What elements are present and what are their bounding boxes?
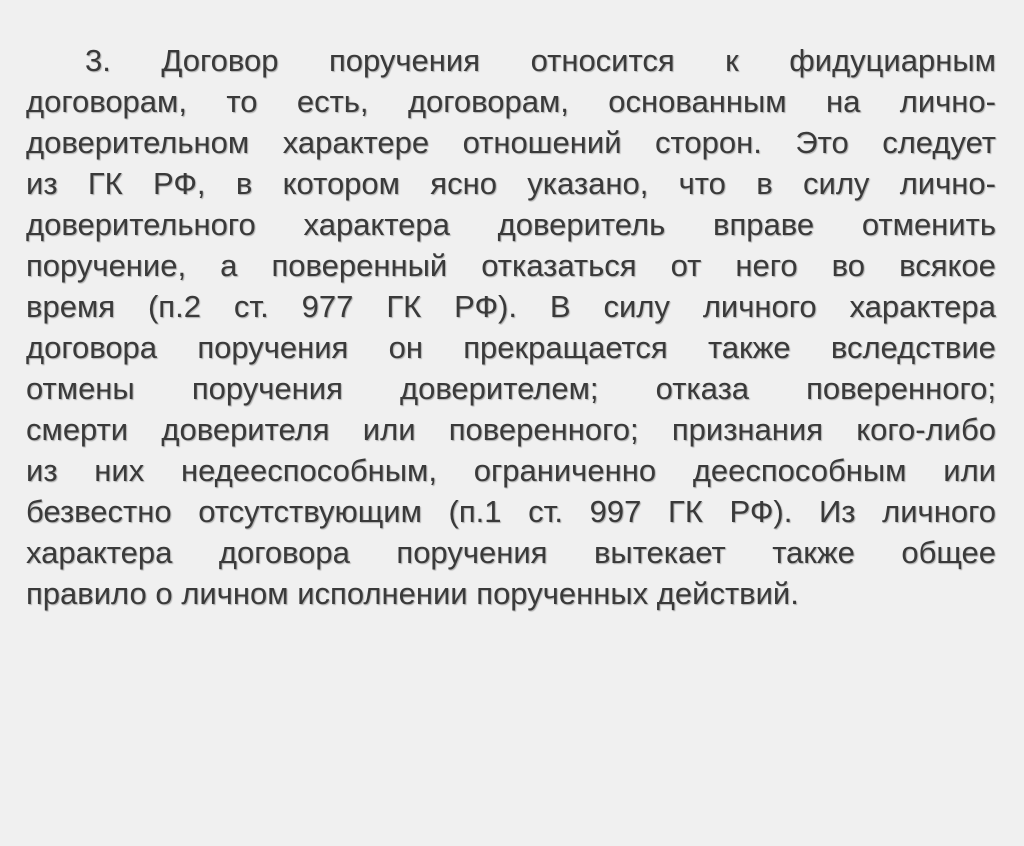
text-line: доверительном характере отношений сторон. Это следует [26, 125, 996, 160]
text-line: из ГК РФ, в котором ясно указано, что в силу лично- [26, 166, 996, 201]
text-line: договорам, то есть, договорам, основанным на лично- [26, 84, 996, 119]
text-line: правило о личном исполнении порученных действий. [26, 576, 799, 611]
text-line: смерти доверителя или поверенного; признания кого-либо [26, 412, 996, 447]
text-line: 3. Договор поручения относится к фидуциарным [85, 43, 996, 78]
paragraph-text [26, 40, 996, 614]
text-line: отмены поручения доверителем; отказа поверенного; [26, 371, 996, 406]
text-line: договора поручения он прекращается также вследствие [26, 330, 996, 365]
text-line: из них недееспособным, ограниченно дееспособным или [26, 453, 996, 488]
text-line: время (п.2 ст. 977 ГК РФ). В силу личного характера [26, 289, 996, 324]
text-line: характера договора поручения вытекает также общее [26, 535, 996, 570]
text-line: безвестно отсутствующим (п.1 ст. 997 ГК РФ). Из личного [26, 494, 996, 529]
text-line: поручение, а поверенный отказаться от него во всякое [26, 248, 996, 283]
text-line: доверительного характера доверитель вправе отменить [26, 207, 996, 242]
